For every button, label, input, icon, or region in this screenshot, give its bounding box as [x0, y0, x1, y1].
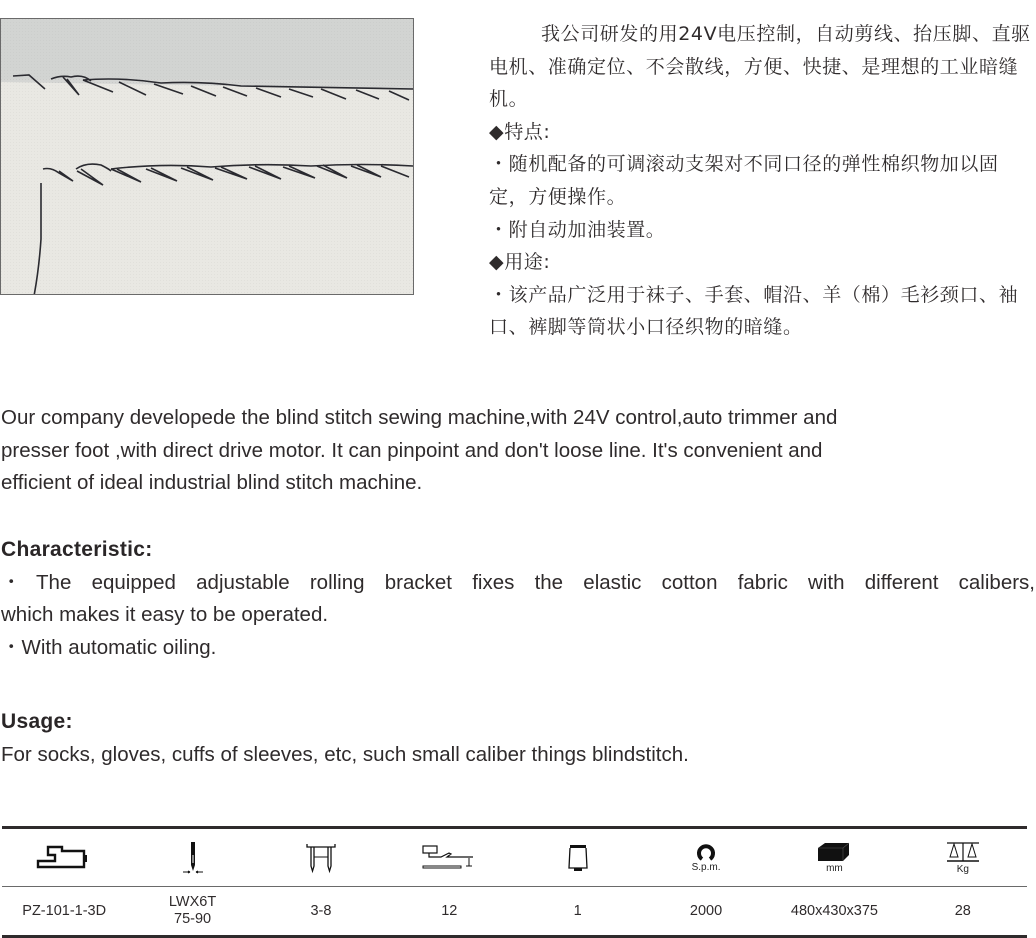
cell-weight: 28: [954, 902, 971, 919]
english-intro-line: Our company developede the blind stitch sewing machine,with 24V control,auto trimmer and: [1, 406, 838, 429]
header-cell-dimensions: [770, 830, 898, 886]
characteristic-line: ・With automatic oiling.: [1, 635, 217, 659]
speed-unit: S.p.m.: [691, 862, 721, 873]
english-intro-line: efficient of ideal industrial blind stitch machine.: [1, 471, 423, 494]
machine-model-icon: [36, 845, 92, 871]
characteristic-line: which makes it easy to be operated.: [1, 603, 329, 626]
cell-speed: 2000: [689, 902, 723, 919]
header-cell-weight: [899, 830, 1027, 886]
header-cell-needle: [128, 830, 256, 886]
specification-table: [0, 826, 1027, 938]
dimensions-unit: mm: [826, 863, 843, 874]
stitch-sample-image: [1, 19, 414, 295]
chinese-usage-heading: ◆用途:: [489, 251, 551, 274]
cell-model: PZ-101-1-3D: [22, 902, 107, 919]
english-intro: [1, 402, 1035, 500]
cell-stitch-width: 3-8: [310, 902, 332, 919]
weight-scale-icon: [945, 841, 981, 863]
usage-text: For socks, gloves, cuffs of sleeves, etc, such small caliber things blindstitch.: [1, 742, 689, 766]
product-photo-stitch-sample: [0, 18, 414, 295]
characteristic-line: ・The equipped adjustable rolling bracket fixes the elastic cotton fabric with different calibers,: [1, 570, 1035, 594]
english-characteristic-section: [1, 534, 1035, 664]
needle-size: 75-90: [174, 911, 212, 927]
english-intro-line: presser foot ,with direct drive motor. It can pinpoint and don't loose line. It's convenient and: [1, 438, 823, 462]
characteristic-heading: Characteristic:: [1, 538, 153, 561]
header-cell-bobbin: [514, 830, 642, 886]
header-cell-speed: [642, 830, 770, 886]
cell-dimensions: 480x430x375: [790, 902, 878, 919]
cell-needle-count: 1: [573, 902, 582, 919]
chinese-features-heading: ◆特点:: [489, 120, 551, 143]
needle-type: LWX6T: [168, 894, 217, 910]
chinese-intro: 我公司研发的用24V电压控制，自动剪线、抬压脚、直驱电机、准确定位、不会散线，方便、快捷、是理想的工业暗缝机。: [489, 23, 1031, 111]
chinese-feature-item: ・随机配备的可调滚动支架对不同口径的弹性棉织物加以固定，方便操作。: [489, 153, 999, 208]
bobbin-icon: [567, 844, 589, 872]
header-cell-stitch-width: [257, 830, 385, 886]
header-cell-model: [0, 830, 128, 886]
table-header-row: [0, 830, 1027, 886]
weight-unit: Kg: [956, 864, 969, 875]
chinese-description: [489, 18, 1034, 344]
usage-heading: Usage:: [1, 710, 73, 733]
dimensions-box-icon: [817, 842, 851, 862]
needle-icon: [181, 841, 205, 875]
cell-needle: [128, 888, 256, 934]
english-usage-section: [1, 706, 1035, 771]
table-divider: [2, 886, 1027, 887]
header-cell-presser-lift: [385, 830, 513, 886]
speed-icon: [696, 843, 716, 861]
stitch-width-icon: [305, 842, 337, 874]
chinese-usage-item: ・该产品广泛用于袜子、手套、帽沿、羊（棉）毛衫颈口、袖口、裤脚等筒状小口径织物的暗缝。: [489, 283, 1019, 339]
table-row: [0, 888, 1027, 934]
chinese-feature-item: ・附自动加油装置。: [489, 218, 666, 241]
cell-presser-lift: 12: [441, 902, 458, 919]
table-top-rule: [2, 826, 1027, 829]
presser-foot-lift-icon: [421, 844, 477, 872]
